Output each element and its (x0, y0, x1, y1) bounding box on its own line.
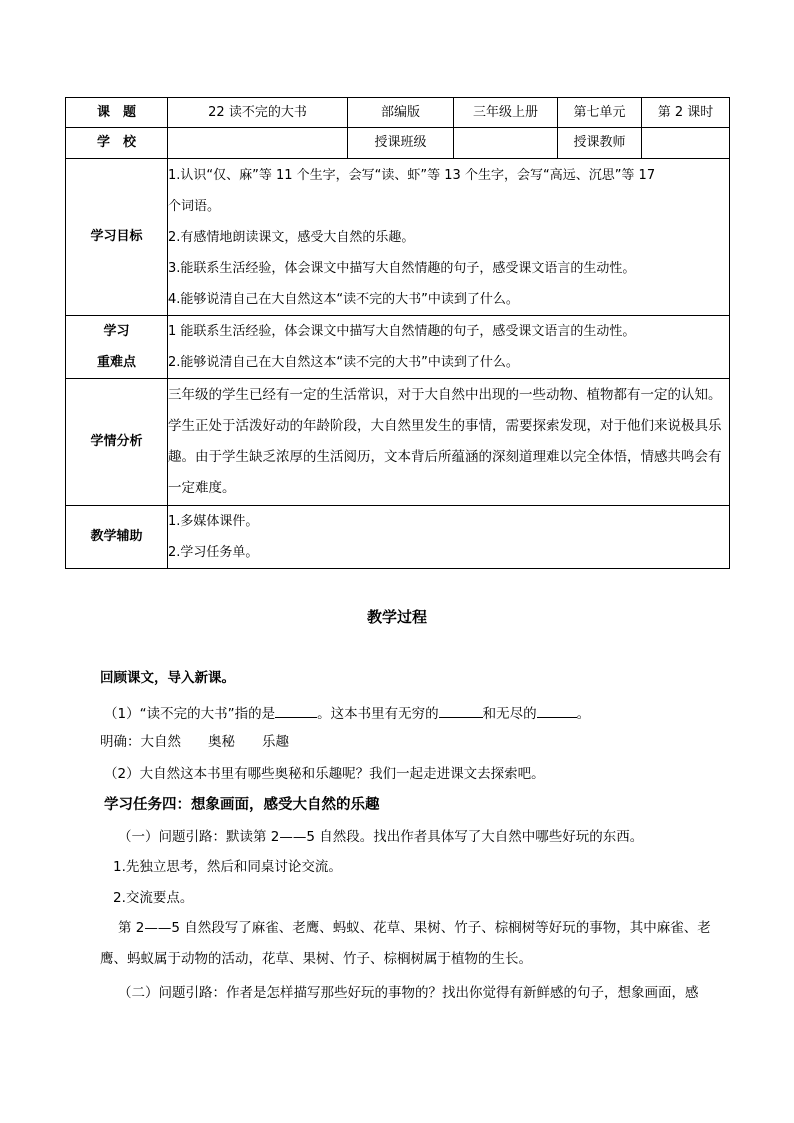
key-points-label-2: 重难点 (96, 355, 136, 370)
answer-blank[interactable] (439, 703, 483, 718)
question-1-part-a: （1）“读不完的大书”指的是 (104, 706, 276, 722)
goal-line: 1.认识“仅、麻”等 11 个生字，会写“读、虾”等 13 个生字，会写“高远、沉思”等 17 (168, 167, 656, 183)
guide-1: （一）问题引路：默读第 2——5 自然段。找出作者具体写了大自然中哪些好玩的东西。 (118, 829, 644, 845)
goals-content (168, 159, 730, 316)
question-1 (104, 703, 590, 723)
aid-line: 1.多媒体课件。 (168, 514, 259, 529)
row-key-points (66, 316, 730, 379)
edition: 部编版 (348, 98, 454, 128)
guide-2: （二）问题引路：作者是怎样描写那些好玩的事物的？找出你觉得有新鲜感的句子，想象画面，感 (118, 985, 699, 1001)
goal-line: 3.能联系生活经验，体会课文中描写大自然情趣的句子，感受课文语言的生动性。 (168, 260, 636, 276)
row-goals (66, 159, 730, 316)
school-label: 学 校 (66, 128, 168, 159)
period: 第 2 课时 (642, 98, 730, 128)
answer-line: 明确：大自然 奥秘 乐趣 (100, 734, 289, 750)
question-2: （2）大自然这本书里有哪些奥秘和乐趣呢？我们一起走进课文去探索吧。 (104, 766, 545, 782)
question-1-part-b: 。这本书里有无穷的 (317, 706, 439, 722)
key-points-label-1: 学习 (103, 324, 130, 339)
row-course (66, 98, 730, 128)
school-value (168, 128, 348, 159)
row-analysis (66, 379, 730, 506)
analysis-text: 三年级的学生已经有一定的生活常识，对于大自然中出现的一些动物、植物都有一定的认知。学生正处于活泼好动的年龄阶段，大自然里发生的事情，需要探索发现，对于他们来说极具乐趣。由于学生缺乏浓厚的生活阅历，文本背后所蕴涵的深刻道理难以完全体悟，情感共鸣会有一定难度。 (168, 387, 722, 496)
aid-line: 2.学习任务单。 (168, 545, 259, 560)
class-label: 授课班级 (348, 128, 454, 159)
goal-line: 个词语。 (168, 198, 221, 214)
aids-label: 教学辅助 (66, 506, 168, 569)
lesson-title: 22 读不完的大书 (168, 98, 348, 128)
question-1-part-c: 和无尽的 (482, 706, 537, 722)
teacher-label: 授课教师 (558, 128, 642, 159)
goal-line: 4.能够说清自己在大自然这本“读不完的大书”中读到了什么。 (168, 291, 519, 307)
step-2: 2.交流要点。 (113, 890, 194, 906)
goals-label: 学习目标 (66, 159, 168, 316)
answer-blank[interactable] (537, 703, 577, 718)
step-1: 1.先独立思考，然后和同桌讨论交流。 (113, 859, 342, 875)
key-point-line: 2.能够说清自己在大自然这本“读不完的大书”中读到了什么。 (168, 355, 519, 370)
analysis-content (168, 379, 730, 506)
class-value (454, 128, 558, 159)
goal-line: 2.有感情地朗读课文，感受大自然的乐趣。 (168, 229, 415, 245)
key-point-line: 1 能联系生活经验，体会课文中描写大自然情趣的句子，感受课文语言的生动性。 (168, 324, 636, 339)
key-points-content (168, 316, 730, 379)
row-school (66, 128, 730, 159)
question-1-part-d: 。 (576, 706, 591, 722)
lesson-info-table (65, 97, 730, 569)
row-aids (66, 506, 730, 569)
unit: 第七单元 (558, 98, 642, 128)
aids-content (168, 506, 730, 569)
key-points-label (66, 316, 168, 379)
analysis-label: 学情分析 (66, 379, 168, 506)
teacher-value (642, 128, 730, 159)
summary-paragraph: 第 2——5 自然段写了麻雀、老鹰、蚂蚁、花草、果树、竹子、棕榈树等好玩的事物，其中麻雀、老鹰、蚂蚁属于动物的活动，花草、果树、竹子、棕榈树属于植物的生长。 (100, 920, 711, 967)
grade: 三年级上册 (454, 98, 558, 128)
review-heading: 回顾课文，导入新课。 (100, 670, 235, 686)
course-label: 课 题 (66, 98, 168, 128)
task4-heading: 学习任务四：想象画面，感受大自然的乐趣 (104, 797, 380, 813)
process-title: 教学过程 (366, 608, 427, 626)
answer-blank[interactable] (275, 703, 317, 718)
